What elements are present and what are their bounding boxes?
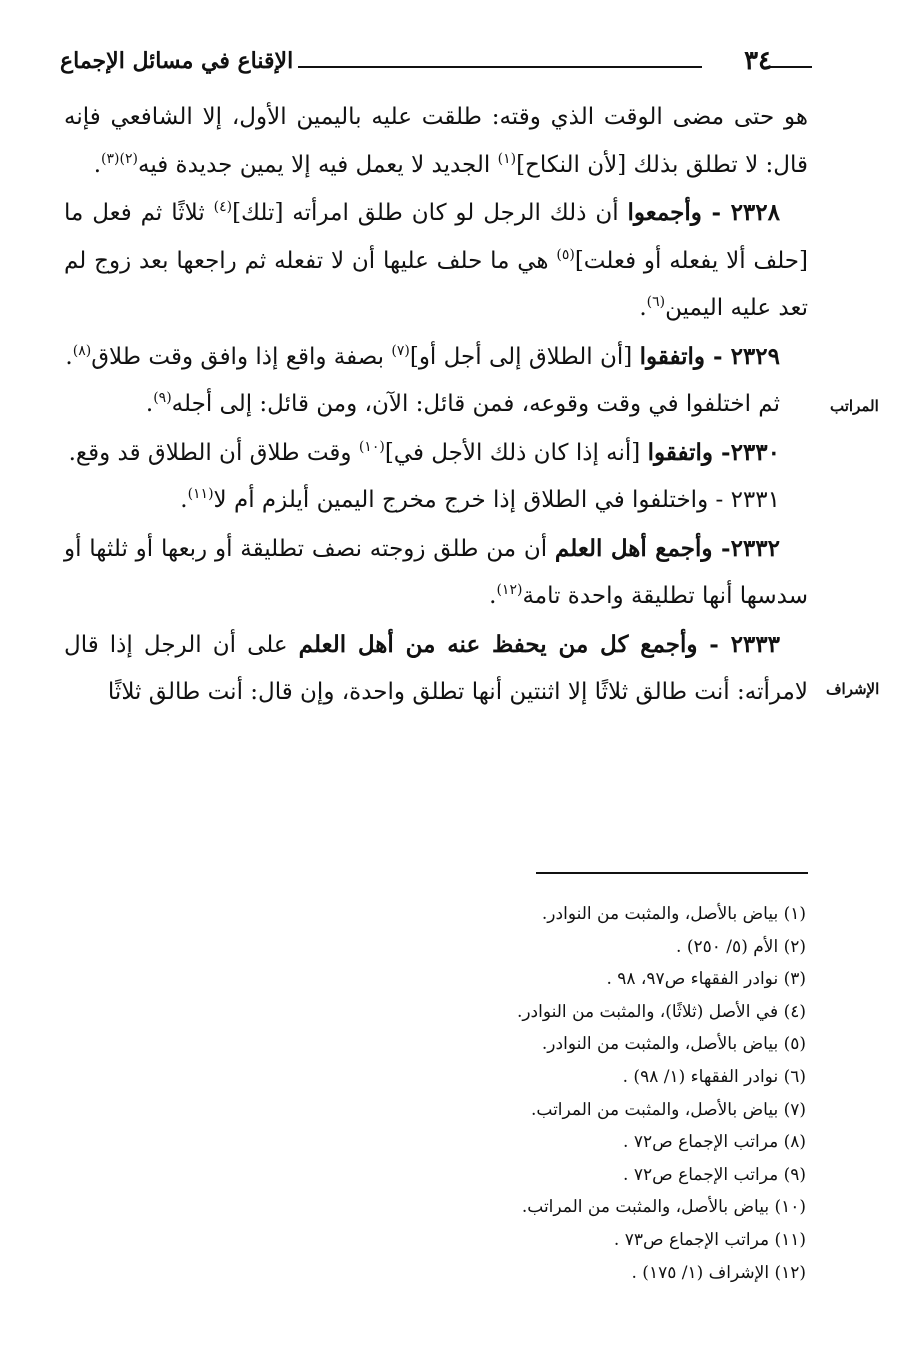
footnote-ref-3: (٣) (101, 150, 120, 167)
footnote-5: (٥) بياض بالأصل، والمثبت من النوادر. (541, 1034, 806, 1055)
text-run: بصفة واقع إذا وافق وقت طلاق (91, 343, 392, 370)
paragraph-2328 (64, 189, 808, 333)
entry-number: ٢٣٢٨ - (701, 199, 780, 226)
footnote-8: (٨) مراتب الإجماع ص٧٢ . (623, 1132, 806, 1153)
footnote-4: (٤) في الأصل (ثلاثًا)، والمثبت من النوادر. (516, 1001, 806, 1022)
footnote-ref-4: (٤) (213, 199, 233, 215)
footnote-7: (٧) بياض بالأصل، والمثبت من المراتب. (530, 1099, 806, 1120)
footnote-11: (١١) مراتب الإجماع ص٧٣ . (613, 1229, 806, 1250)
footnote-ref-12: (١٢) (496, 582, 523, 598)
text-run: . (639, 295, 647, 321)
footnote-ref-9: (٩) (153, 390, 172, 406)
footnote-9: (٩) مراتب الإجماع ص٧٢ . (623, 1164, 806, 1185)
main-text (64, 94, 808, 717)
entry-keyword: واتفقوا (639, 342, 706, 370)
text-run: . (93, 151, 102, 178)
entry-number: ٢٣٣٢- (712, 534, 780, 562)
entry-number: ٢٣٢٩ - (705, 342, 780, 370)
book-title: الإقناع في مسائل الإجماع (60, 48, 294, 74)
text-run: . (489, 583, 497, 609)
paragraph-1 (64, 94, 808, 189)
paragraph-2331 (64, 477, 808, 525)
entry-number: ٢٣٣٠- (713, 438, 780, 466)
footnote-2: (٢) الأم (٥/ ٢٥٠) . (676, 936, 806, 957)
footnote-ref-8: (٨) (72, 342, 92, 359)
footnotes (380, 898, 806, 1289)
text-run: هو حتى مضى الوقت الذي وقته: طلقت عليه باليمين الأول، إلا الشافعي فإنه قال: لا تطلق بذلك [لأن النكاح] (64, 104, 808, 178)
footnote-ref-6: (٦) (646, 294, 666, 310)
page-header (60, 38, 812, 82)
footnote-ref-5: (٥) (556, 246, 575, 263)
text-run: [أن الطلاق إلى أجل أو] (409, 343, 640, 370)
paragraph-2333 (64, 621, 808, 717)
footnote-ref-1: (١) (497, 150, 517, 167)
footnote-6: (٦) نوادر الفقهاء (١/ ٩٨) . (622, 1066, 806, 1087)
footnote-12: (١٢) الإشراف (١/ ١٧٥) . (631, 1262, 806, 1283)
text-run: هي ما حلف عليها أن لا تفعله ثم راجعها بعد زوج لم تعد عليه اليمين (64, 247, 808, 321)
page-number: ٣٤ (744, 46, 772, 76)
header-rule (298, 66, 702, 68)
margin-note-ishraf: الإشراف (826, 680, 880, 698)
entry-keyword: واتفقوا (647, 438, 714, 466)
entry-keyword: وأجمعوا (627, 199, 702, 226)
paragraph-disagreement (64, 381, 808, 429)
text-run: . (145, 391, 154, 417)
footnote-ref-10: (١٠) (358, 438, 385, 455)
paragraph-2332 (64, 525, 808, 621)
paragraph-2329 (64, 333, 808, 382)
footnote-ref-2: (٢) (119, 150, 138, 167)
entry-keyword: وأجمع أهل العلم (554, 534, 713, 562)
footnote-ref-7: (٧) (391, 342, 410, 359)
text-run: وقت طلاق أن الطلاق قد وقع. (68, 439, 359, 466)
footnote-10: (١٠) بياض بالأصل، والمثبت من المراتب. (521, 1197, 806, 1218)
text-run: أن من طلق زوجته نصف تطليقة أو ربعها أو ثلثها أو سدسها أنها تطليقة واحدة تامة (64, 535, 808, 609)
footnote-separator (536, 872, 808, 874)
text-run: . (180, 487, 188, 513)
text-run: ثلاثًا ثم فعل ما [حلف ألا يفعله أو فعلت] (64, 200, 809, 274)
paragraph-2330 (64, 429, 808, 478)
entry-keyword: وأجمع كل من يحفظ عنه من أهل العلم (298, 630, 698, 658)
footnote-1: (١) بياض بالأصل، والمثبت من النوادر. (541, 904, 806, 924)
text-run: ٢٣٣١ - واختلفوا في الطلاق إذا خرج مخرج اليمين أيلزم أم لا (213, 487, 780, 513)
header-dash-right (770, 66, 812, 68)
text-run: ثم اختلفوا في وقت وقوعه، فمن قائل: الآن، ومن قائل: إلى أجله (171, 391, 780, 417)
text-run: على أن الرجل إذا قال لامرأته: أنت طالق ثلاثًا إلا اثنتين أنها تطلق واحدة، وإن قال: أنت طالق ثلاثًا (64, 631, 808, 705)
margin-note-maratib: المراتب (830, 397, 879, 415)
entry-number: ٢٣٣٣ - (697, 630, 780, 658)
footnote-ref-11: (١١) (187, 486, 214, 502)
text-run: [أنه إذا كان ذلك الأجل في] (384, 439, 648, 466)
footnote-3: (٣) نوادر الفقهاء ص٩٧، ٩٨ . (606, 969, 806, 990)
text-run: أن ذلك الرجل لو كان طلق امرأته [تلك] (232, 200, 628, 226)
text-run: الجديد لا يعمل فيه إلا يمين جديدة فيه (137, 151, 498, 178)
text-run: . (65, 343, 73, 370)
